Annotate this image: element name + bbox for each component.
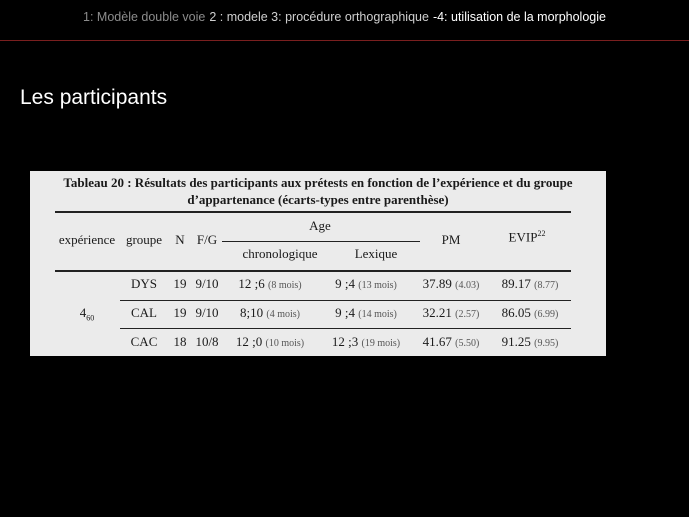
row3-pm-value: 41.67 <box>422 334 452 349</box>
row1-evip-sd: (8.77) <box>534 280 559 291</box>
header-groupe: groupe <box>125 232 163 247</box>
row1-chrono <box>238 276 301 292</box>
slide-title: Les participants <box>20 86 168 109</box>
row3-pm-sd: (5.50) <box>455 338 480 349</box>
table-caption-line1: Tableau 20 : Résultats des participants aux prétests en fonction de l’expérience et du groupe <box>63 175 573 190</box>
results-table-image <box>30 171 606 356</box>
row2-pm-sd: (2.57) <box>455 309 480 320</box>
row3-n: 18 <box>173 334 187 349</box>
header-n: N <box>175 232 185 247</box>
row3-evip-sd: (9.95) <box>534 338 559 349</box>
top-navigation <box>0 0 689 34</box>
row2-groupe: CAL <box>131 305 157 320</box>
nav-item-morphologie[interactable]: -4: utilisation de la morphologie <box>432 10 606 24</box>
row3-lex-sd: (19 mois) <box>361 338 401 349</box>
row2-chrono <box>240 305 300 321</box>
header-bottom-rule <box>55 270 571 272</box>
table-top-rule <box>55 211 571 213</box>
table-caption-line2: d’appartenance (écarts-types entre parenthèse) <box>187 192 449 207</box>
row2-chrono-sd: (4 mois) <box>266 309 300 320</box>
header-evip <box>509 229 546 245</box>
row3-lexique <box>332 334 400 350</box>
row2-lex-value: 9 ;4 <box>335 305 356 320</box>
header-fg: F/G <box>196 232 218 247</box>
row3-chrono-value: 12 ;0 <box>235 334 263 349</box>
experience-value <box>80 305 95 323</box>
row2-evip-sd: (6.99) <box>534 309 559 320</box>
row2-evip <box>502 305 559 321</box>
row1-evip-value: 89.17 <box>501 276 531 291</box>
row3-evip <box>502 334 559 350</box>
row-divider-1 <box>120 300 571 301</box>
header-chronologique: chronologique <box>242 246 318 261</box>
row1-pm-sd: (4.03) <box>455 280 480 291</box>
row2-pm <box>423 305 480 321</box>
experience-subscript: 60 <box>86 313 95 323</box>
row2-lex-sd: (14 mois) <box>358 309 397 320</box>
row3-lex-value: 12 ;3 <box>331 334 359 349</box>
age-subheader-rule <box>222 241 420 242</box>
row1-lexique <box>335 276 397 292</box>
row1-chrono-sd: (8 mois) <box>268 280 302 291</box>
header-lexique: Lexique <box>354 246 398 261</box>
row2-lexique <box>335 305 397 321</box>
row1-chrono-value: 12 ;6 <box>238 276 265 291</box>
row1-evip <box>502 276 559 292</box>
header-divider <box>0 40 689 41</box>
row1-lex-value: 9 ;4 <box>335 276 356 291</box>
row1-fg: 9/10 <box>195 276 219 291</box>
header-age: Age <box>309 218 331 233</box>
nav-item-procedure-orthographique[interactable]: 2 : modele 3: procédure orthographique <box>209 10 429 24</box>
row2-evip-value: 86.05 <box>501 305 531 320</box>
row-divider-2 <box>120 328 571 329</box>
row1-n: 19 <box>173 276 187 291</box>
row3-fg: 10/8 <box>195 334 219 349</box>
row2-pm-value: 32.21 <box>422 305 452 320</box>
row3-pm <box>423 334 480 350</box>
row3-evip-value: 91.25 <box>501 334 531 349</box>
row2-fg: 9/10 <box>195 305 219 320</box>
header-experience: expérience <box>58 232 116 247</box>
row1-pm <box>423 276 480 292</box>
header-evip-label: EVIP <box>508 229 538 245</box>
row1-groupe: DYS <box>130 276 158 291</box>
row3-groupe: CAC <box>130 334 158 349</box>
row1-lex-sd: (13 mois) <box>358 280 397 291</box>
table-caption <box>30 174 606 208</box>
header-evip-footnote: 22 <box>537 229 546 238</box>
nav-item-modele-double-voie[interactable]: 1: Modèle double voie <box>83 10 206 24</box>
header-pm: PM <box>441 232 461 247</box>
row2-chrono-value: 8;10 <box>240 305 264 320</box>
experience-number: 4 <box>79 305 87 320</box>
row2-n: 19 <box>173 305 187 320</box>
row1-pm-value: 37.89 <box>422 276 452 291</box>
row3-chrono <box>236 334 304 350</box>
row3-chrono-sd: (10 mois) <box>265 338 305 349</box>
